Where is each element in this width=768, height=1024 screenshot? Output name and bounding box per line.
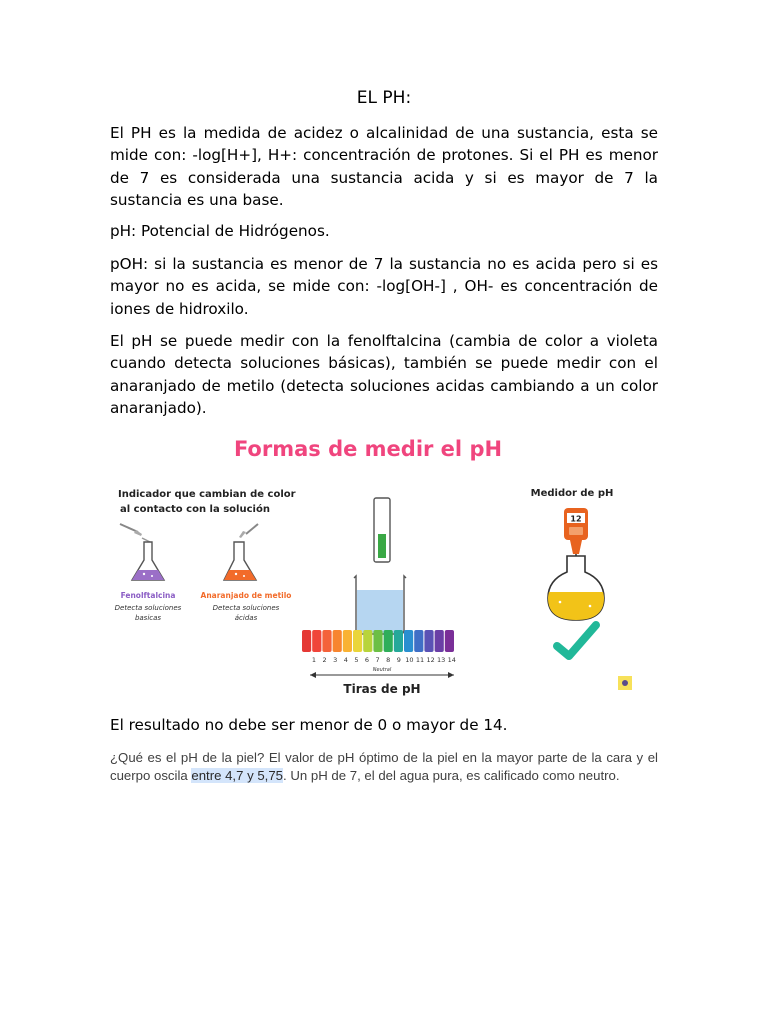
ph-strip-block	[414, 630, 423, 652]
skin-text-after: . Un pH de 7, el del agua pura, es calificado como neutro.	[283, 767, 620, 783]
result-sentence: El resultado no debe ser menor de 0 o mayor de 14.	[110, 716, 508, 734]
scale-arrow-left-icon	[310, 672, 316, 678]
test-tube-icon	[374, 498, 390, 562]
ph-scale-numbers	[312, 656, 456, 664]
scale-arrow-right-icon	[448, 672, 454, 678]
skin-text-before: ¿Qué es el pH de la piel? El valor de pH óptimo de la piel en la mayor parte de la cara y el cuerpo oscila	[110, 750, 658, 783]
fenolftalcina-desc-1: Detecta soluciones	[114, 604, 182, 612]
ph-scale-number: 9	[396, 656, 401, 664]
ph-scale-number: 14	[447, 656, 456, 664]
small-logo-icon	[618, 676, 632, 690]
paragraph-ph-definition: El PH es la medida de acidez o alcalinidad de una sustancia, esta se mide con: -log[H+], H+: concentración de protones. Si el PH es menor de 7 es considerada una sustancia acida y si es mayor de 7 la sustancia es una base.	[110, 124, 658, 209]
indicator-heading-line-2: al contacto con la solución	[120, 504, 270, 515]
ph-scale-number: 4	[343, 656, 348, 664]
checkmark-icon	[557, 625, 596, 656]
ph-scale-number: 13	[437, 656, 446, 664]
fenolftalcina-label: Fenolftalcina	[120, 591, 176, 600]
metilo-desc-1: Detecta soluciones	[212, 604, 280, 612]
ph-strip-block	[445, 630, 454, 652]
beaker-icon	[354, 576, 406, 634]
indicator-heading-line-1: Indicador que cambian de color	[118, 489, 296, 500]
meter-display-value: 12	[570, 514, 582, 524]
ph-scale-number: 11	[415, 656, 425, 664]
ph-strip-scale	[302, 630, 454, 652]
ph-strip-block	[322, 630, 331, 652]
ph-strip-block	[384, 630, 393, 652]
document-title: EL PH:	[356, 88, 412, 108]
figure-illustration	[108, 420, 638, 702]
ph-scale-number: 6	[364, 656, 370, 664]
paragraph-poh: pOH: si la sustancia es menor de 7 la sustancia no es acida pero si es mayor no es acida, se mide con: -log[OH-] , OH- es concentración de iones de hidroxilo.	[110, 255, 658, 318]
ph-scale-number: 12	[426, 656, 435, 664]
paragraph-ph-meaning: pH: Potencial de Hidrógenos.	[110, 222, 330, 240]
ph-strip-block	[435, 630, 444, 652]
skin-ph-paragraph	[110, 749, 658, 784]
neutral-label: Neutral	[372, 667, 392, 673]
strips-label: Tiras de pH	[343, 682, 421, 696]
ph-strip-block	[312, 630, 321, 652]
ph-scale-number: 3	[333, 656, 338, 664]
ph-measurement-figure	[108, 420, 638, 702]
ph-scale-number: 7	[375, 656, 380, 664]
fenolftalcina-flask-icon	[120, 524, 164, 580]
ph-strip-block	[353, 630, 362, 652]
ph-scale-number: 2	[322, 656, 327, 664]
figure-title: Formas de medir el pH	[233, 437, 503, 461]
round-flask-icon	[548, 556, 604, 620]
ph-strip-block	[302, 630, 311, 652]
ph-scale-number: 5	[354, 656, 359, 664]
ph-scale-number: 10	[405, 656, 414, 664]
skin-highlight: entre 4,7 y 5,75	[191, 767, 284, 783]
ph-strip-block	[373, 630, 382, 652]
ph-strip-block	[424, 630, 433, 652]
meter-heading: Medidor de pH	[530, 488, 614, 499]
metilo-flask-icon	[224, 524, 258, 580]
ph-strip-block	[343, 630, 352, 652]
ph-strip-block	[394, 630, 403, 652]
metilo-label: Anaranjado de metilo	[200, 591, 292, 600]
paragraph-indicators: El pH se puede medir con la fenolftalcina (cambia de color a violeta cuando detecta soluciones básicas), también se puede medir con el anaranjado de metilo (detecta soluciones acidas cambiando a un color anaranjado).	[110, 332, 658, 417]
fenolftalcina-desc-2: basicas	[134, 614, 162, 622]
ph-strip-block	[333, 630, 342, 652]
ph-scale-number: 8	[386, 656, 391, 664]
ph-strip-block	[404, 630, 413, 652]
ph-strip-block	[363, 630, 372, 652]
metilo-desc-2: ácidas	[234, 614, 258, 622]
ph-scale-number: 1	[311, 656, 317, 664]
